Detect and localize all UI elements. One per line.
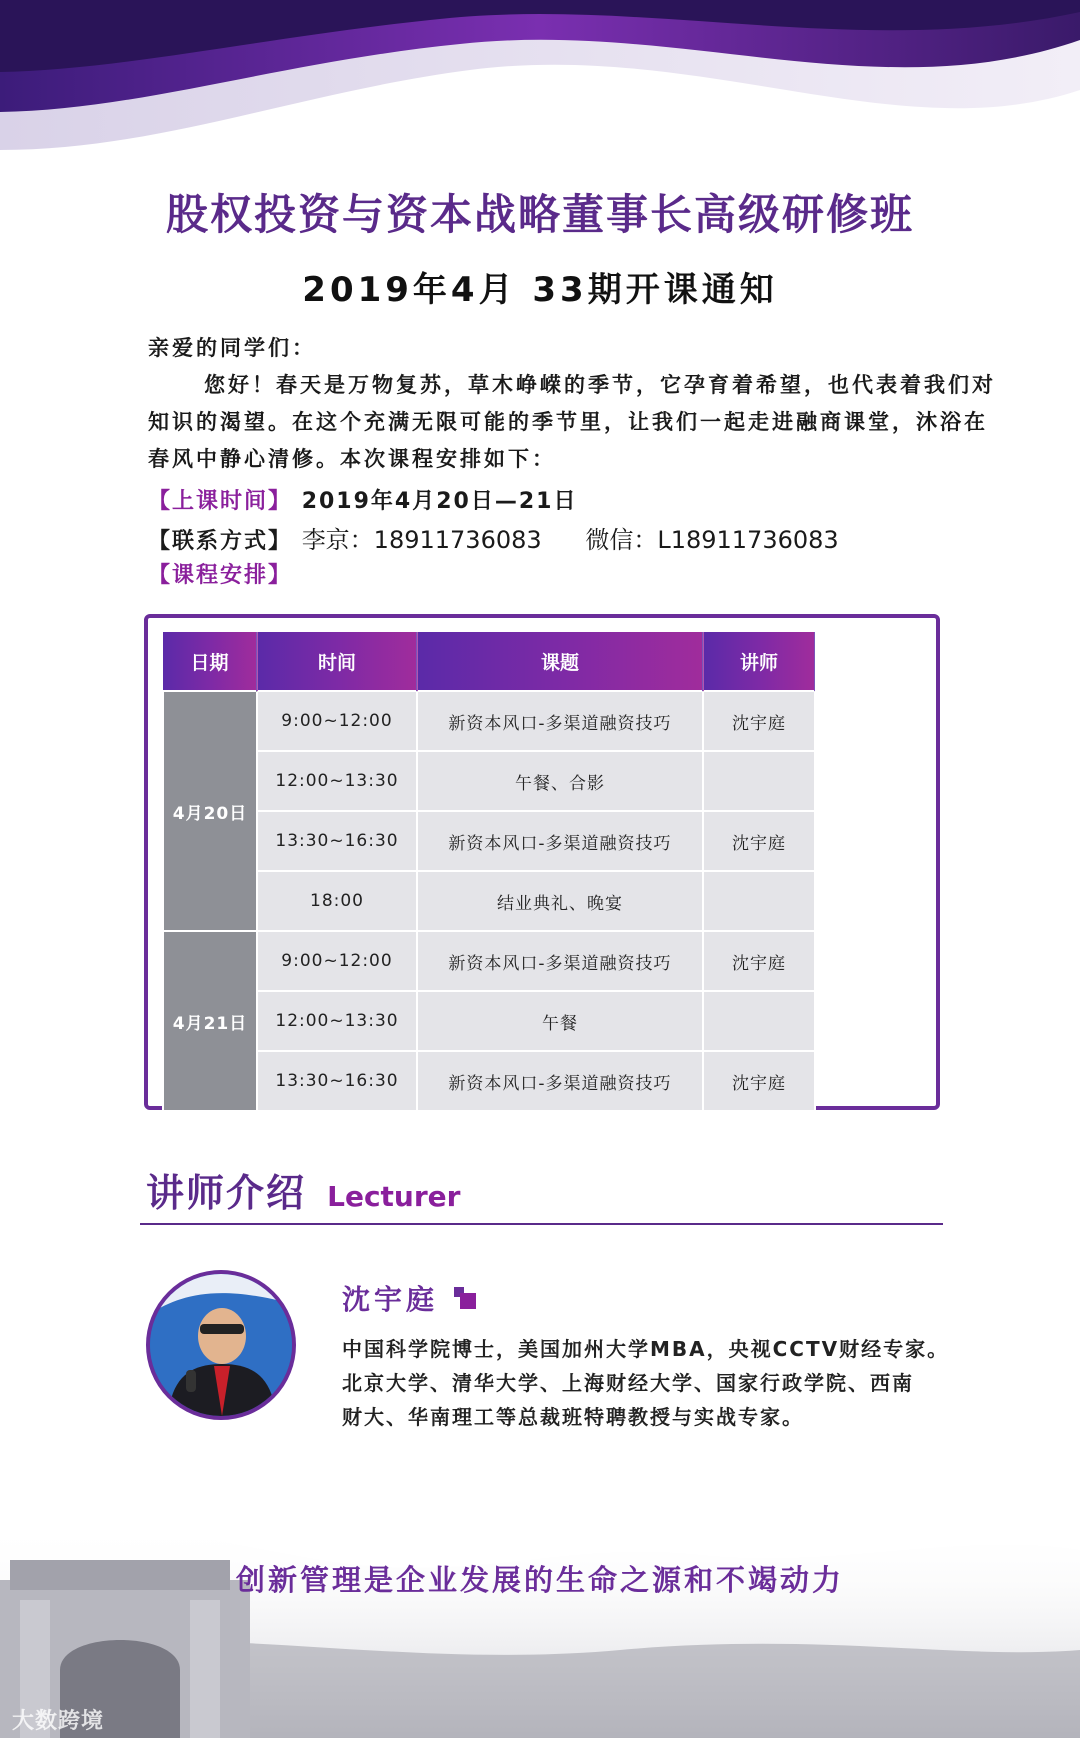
table-row <box>163 871 815 931</box>
class-time-label: 【上课时间】 <box>148 489 293 514</box>
time-cell: 9:00~12:00 <box>257 931 417 991</box>
contact-line <box>148 520 839 555</box>
lecturer-name: 沈宇庭 <box>342 1283 439 1316</box>
section-divider <box>140 1223 943 1225</box>
contact-label: 【联系方式】 <box>148 529 293 554</box>
watermark: 大数跨境 <box>12 1709 105 1734</box>
bio-line: 中国科学院博士，美国加州大学MBA，央视CCTV财经专家。 <box>342 1337 950 1361</box>
table-row <box>163 811 815 871</box>
lecturer-bio <box>342 1332 982 1434</box>
class-time-line <box>148 484 577 515</box>
time-cell: 9:00~12:00 <box>257 691 417 751</box>
schedule-header-row <box>163 632 815 691</box>
page-subtitle: 2019年4月 33期开课通知 <box>302 270 778 310</box>
lecturer-avatar <box>146 1270 296 1420</box>
slogan: 创新管理是企业发展的生命之源和不竭动力 <box>235 1563 844 1597</box>
table-row <box>163 691 815 751</box>
date-cell: 4月21日 <box>163 931 257 1111</box>
date-cell: 4月20日 <box>163 691 257 931</box>
lecturer-cell: 沈宇庭 <box>703 691 815 751</box>
topic-cell: 结业典礼、晚宴 <box>417 871 703 931</box>
topic-cell: 午餐 <box>417 991 703 1051</box>
header-lecturer: 讲师 <box>703 632 815 691</box>
lecturer-cell: 沈宇庭 <box>703 931 815 991</box>
lecturer-cell: 沈宇庭 <box>703 811 815 871</box>
topic-cell: 新资本风口-多渠道融资技巧 <box>417 811 703 871</box>
schedule-label-line <box>148 558 292 589</box>
header-topic: 课题 <box>417 632 703 691</box>
lecturer-section-heading <box>146 1162 460 1217</box>
lecturer-cell <box>703 871 815 931</box>
topic-cell: 午餐、合影 <box>417 751 703 811</box>
table-row <box>163 991 815 1051</box>
time-cell: 13:30~16:30 <box>257 1051 417 1111</box>
lecturer-section-title-en: Lecturer <box>327 1180 461 1213</box>
topic-cell: 新资本风口-多渠道融资技巧 <box>417 931 703 991</box>
name-decoration-icon <box>454 1287 478 1309</box>
intro-paragraph: 您好！春天是万物复苏，草木峥嵘的季节，它孕育着希望，也代表着我们对知识的渴望。在这个充满无限可能的季节里，让我们一起走进融商课堂，沐浴在春风中静心清修。本次课程安排如下： <box>148 373 996 471</box>
greeting: 亲爱的同学们： <box>148 336 316 360</box>
bio-line: 北京大学、清华大学、上海财经大学、国家行政学院、西南 <box>342 1371 914 1395</box>
time-cell: 18:00 <box>257 871 417 931</box>
table-row <box>163 931 815 991</box>
lecturer-photo <box>150 1274 292 1416</box>
bio-line: 财大、华南理工等总裁班特聘教授与实战专家。 <box>342 1405 804 1429</box>
topic-cell: 新资本风口-多渠道融资技巧 <box>417 1051 703 1111</box>
time-cell: 12:00~13:30 <box>257 751 417 811</box>
time-cell: 12:00~13:30 <box>257 991 417 1051</box>
time-cell: 13:30~16:30 <box>257 811 417 871</box>
table-row <box>163 751 815 811</box>
lecturer-cell <box>703 751 815 811</box>
table-row <box>163 1051 815 1111</box>
bottom-landscape-decoration <box>0 1500 1080 1738</box>
top-wave-decoration <box>0 0 1080 170</box>
schedule-label: 【课程安排】 <box>148 563 293 588</box>
lecturer-cell <box>703 991 815 1051</box>
intro-block <box>148 330 998 478</box>
topic-cell: 新资本风口-多渠道融资技巧 <box>417 691 703 751</box>
lecturer-section-title-cn: 讲师介绍 <box>146 1171 307 1215</box>
header-date: 日期 <box>163 632 257 691</box>
contact-phone: 李京：18911736083 <box>301 526 542 554</box>
page-title: 股权投资与资本战略董事长高级研修班 <box>165 190 914 239</box>
class-time-value: 2019年4月20日—21日 <box>301 489 578 514</box>
lecturer-cell: 沈宇庭 <box>703 1051 815 1111</box>
schedule-table <box>162 632 816 1112</box>
header-time: 时间 <box>257 632 417 691</box>
contact-wechat: 微信：L18911736083 <box>585 526 839 554</box>
